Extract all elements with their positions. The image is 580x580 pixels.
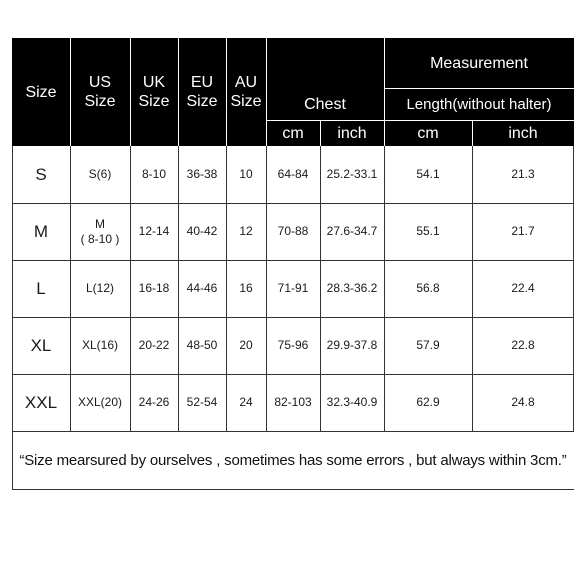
table-row-xxl-chest-cm: 82-103 (274, 395, 312, 409)
table-row-s-chest-cm: 64-84 (277, 167, 309, 181)
header-us-label: US (88, 74, 112, 91)
table-row-xl-uk: 20-22 (138, 338, 170, 352)
header-chest-inch-label: inch (337, 124, 367, 142)
table-row-xxl-chest-inch: 32.3-40.9 (326, 395, 378, 409)
table-row-s-au: 10 (239, 167, 253, 181)
header-chest-cm-label: cm (282, 124, 304, 142)
table-row-l-length-inch: 22.4 (511, 281, 535, 295)
header-chest-inch (320, 120, 384, 146)
size-note: “Size mearsured by ourselves , sometimes has some errors , but always within 3cm.” (19, 452, 567, 469)
header-eu-label: EU (190, 74, 214, 91)
table-row-xl-length-inch: 22.8 (511, 338, 535, 352)
header-blank (266, 38, 384, 88)
table-row-m-au: 12 (239, 224, 253, 238)
table-row-s-us: S(6) (88, 167, 112, 181)
header-measurement (384, 38, 574, 88)
table-row-l-us: L(12) (85, 281, 114, 295)
grid-line (12, 260, 574, 261)
table-row-l-chest-cm: 71-91 (277, 281, 309, 295)
table-row-xxl-eu: 52-54 (186, 395, 218, 409)
header-us-size (70, 38, 130, 146)
header-chest-cm (266, 120, 320, 146)
header-length-inch (472, 120, 574, 146)
header-eu-size (178, 38, 226, 146)
table-row-xxl-us: XXL(20) (77, 395, 123, 409)
header-length-cm (384, 120, 472, 146)
grid-line (130, 146, 131, 431)
grid-line (12, 374, 574, 375)
table-row-s-length-inch: 21.3 (511, 167, 535, 181)
table-row-xl-size: XL (30, 336, 52, 355)
table-row-xxl-size: XXL (24, 393, 58, 412)
header-length-inch-label: inch (508, 124, 538, 142)
grid-line (226, 146, 227, 431)
table-row-m-us-line2: ( 8-10 ) (80, 231, 120, 246)
grid-line (12, 317, 574, 318)
grid-line (70, 146, 71, 431)
header-chest (266, 88, 384, 120)
header-divider (130, 38, 131, 146)
grid-line (12, 489, 574, 490)
table-row-xl-eu: 48-50 (186, 338, 218, 352)
header-au-label: AU (234, 74, 258, 91)
table-row-m-chest-cm: 70-88 (277, 224, 309, 238)
header-size-label: Size (25, 83, 57, 101)
table-row-xl-au: 20 (239, 338, 253, 352)
header-divider (266, 38, 267, 146)
header-us-sub: Size (84, 93, 116, 110)
header-divider (472, 120, 473, 146)
table-row-xl-length-cm: 57.9 (416, 338, 440, 352)
header-size (12, 38, 70, 146)
header-length-cm-label: cm (417, 124, 439, 142)
grid-line (12, 203, 574, 204)
grid-line (573, 146, 574, 431)
header-divider (266, 120, 574, 121)
table-row-m-uk: 12-14 (138, 224, 170, 238)
size-chart-table (12, 38, 574, 490)
table-row-m-length-cm: 55.1 (416, 224, 440, 238)
table-row-s-uk: 8-10 (141, 167, 167, 181)
table-row-l-length-cm: 56.8 (416, 281, 440, 295)
header-au-sub: Size (230, 93, 262, 110)
grid-line (178, 146, 179, 431)
table-row-m-us-line1: M (95, 216, 105, 231)
table-row-m-size: M (33, 222, 49, 241)
grid-line (384, 146, 385, 431)
header-au-size (226, 38, 266, 146)
header-divider (226, 38, 227, 146)
table-row-xxl-length-cm: 62.9 (416, 395, 440, 409)
table-row-xl-chest-cm: 75-96 (277, 338, 309, 352)
table-row-m-us (70, 203, 130, 260)
header-divider (320, 120, 321, 146)
table-row-m-eu: 40-42 (186, 224, 218, 238)
header-divider (384, 38, 385, 146)
header-uk-sub: Size (138, 93, 170, 110)
table-row-xl-us: XL(16) (81, 338, 119, 352)
header-uk-label: UK (142, 74, 166, 91)
table-row-xxl-length-inch: 24.8 (511, 395, 535, 409)
header-divider (384, 88, 574, 89)
table-row-xxl-au: 24 (239, 395, 253, 409)
table-row-s-length-cm: 54.1 (416, 167, 440, 181)
header-length (384, 88, 574, 120)
header-length-label: Length(without halter) (406, 95, 552, 113)
table-row-xxl-uk: 24-26 (138, 395, 170, 409)
table-row-l-uk: 16-18 (138, 281, 170, 295)
table-row-xl-chest-inch: 29.9-37.8 (326, 338, 378, 352)
header-uk-size (130, 38, 178, 146)
grid-line (266, 146, 267, 431)
table-row-l-chest-inch: 28.3-36.2 (326, 281, 378, 295)
grid-line (472, 146, 473, 431)
table-row-m-length-inch: 21.7 (511, 224, 535, 238)
table-row-l-au: 16 (239, 281, 253, 295)
table-row-l-eu: 44-46 (186, 281, 218, 295)
grid-line (320, 146, 321, 431)
table-row-s-size: S (35, 165, 47, 184)
table-row-s-chest-inch: 25.2-33.1 (326, 167, 378, 181)
table-row-l-size: L (36, 279, 46, 298)
header-measurement-label: Measurement (430, 54, 528, 72)
table-row-s-eu: 36-38 (186, 167, 218, 181)
header-chest-label: Chest (304, 95, 346, 113)
header-divider (70, 38, 71, 146)
header-divider (178, 38, 179, 146)
table-row-m-chest-inch: 27.6-34.7 (326, 224, 378, 238)
header-eu-sub: Size (186, 93, 218, 110)
